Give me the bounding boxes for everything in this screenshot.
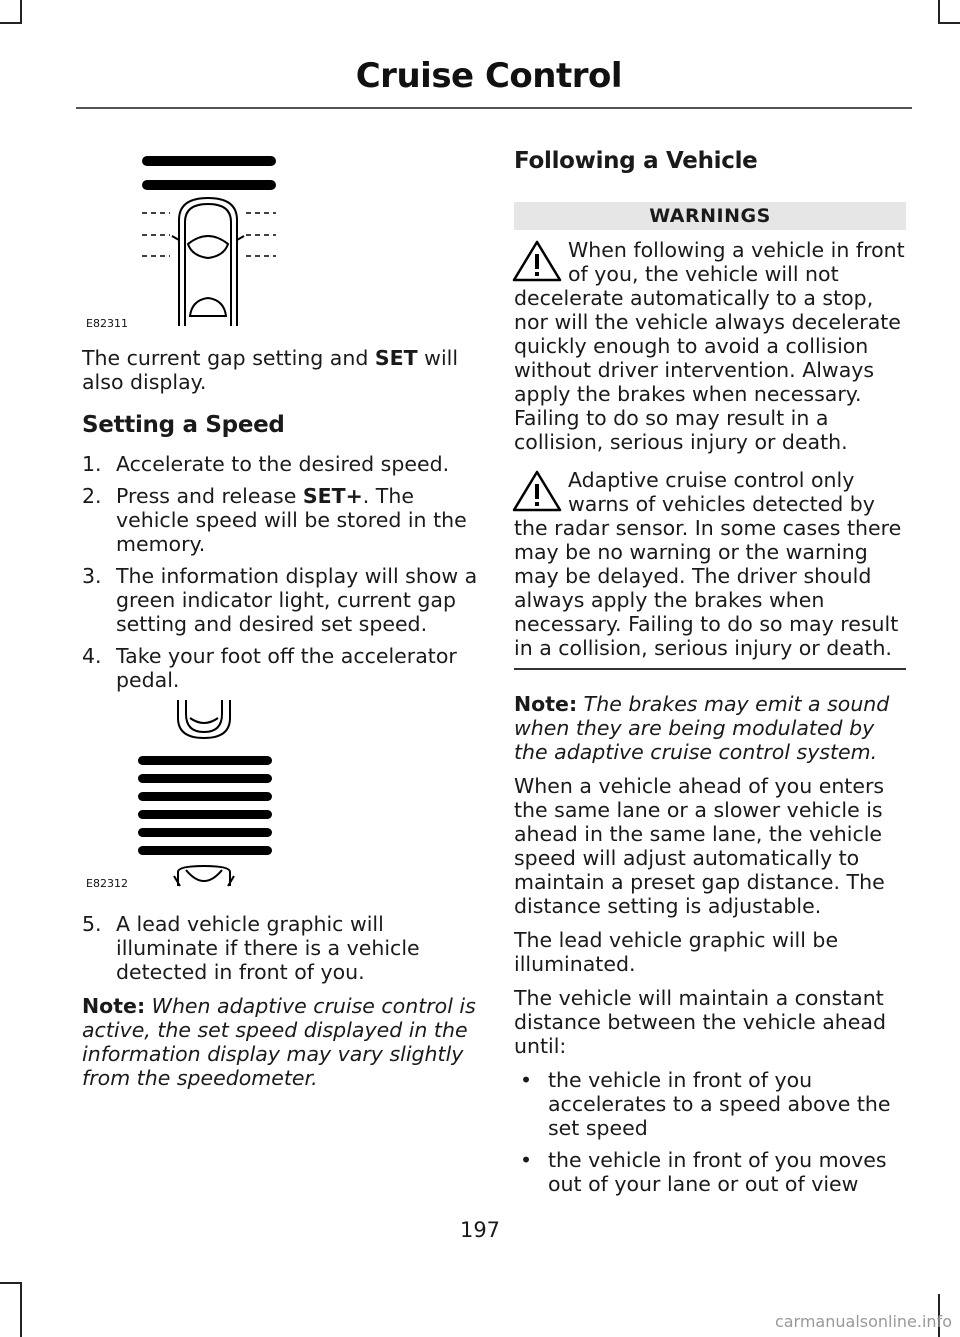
crop-mark [938, 0, 940, 22]
list-item: • the vehicle in front of you accelerates to a speed above the set speed [520, 1068, 891, 1140]
note: Note: When adaptive cruise control is active, the set speed displayed in the information display may vary slightly from the speedometer. [82, 994, 476, 1090]
conditions-list [514, 1068, 906, 1196]
steps-list [82, 452, 478, 692]
warning-block: When following a vehicle in front of you, the vehicle will not decelerate automatically to a stop, nor will the vehicle always decelerate quickly enough to avoid a collision without driver intervention. Always apply the brakes when necessary. Failing to do so may result in a collision, serious injury or death. [514, 238, 906, 454]
warning-triangle-icon [510, 468, 564, 514]
title-rule [76, 107, 912, 109]
lead-vehicle-illustration [82, 700, 302, 890]
list-item: 4. Take your foot off the accelerator pedal. [82, 644, 457, 692]
lead-vehicle-figure [82, 700, 478, 890]
warning-block: Adaptive cruise control only warns of vehicles detected by the radar sensor. In some cases there may be no warning or the warning may be delayed. The driver should always apply the brakes when necessary. Failing to do so may result in a collision, serious injury or death. [514, 468, 906, 660]
list-item: 5. A lead vehicle graphic will illuminate if there is a vehicle detected in front of you. [82, 912, 420, 984]
crop-mark [938, 22, 960, 24]
page-number: 197 [459, 1218, 501, 1242]
left-column [82, 140, 478, 1090]
note: Note: The brakes may emit a sound when they are being modulated by the adaptive cruise control system. [514, 692, 890, 764]
watermark: carmanualsonline.info [774, 1312, 952, 1331]
list-item: 3. The information display will show a green indicator light, current gap setting and desired set speed. [82, 564, 478, 636]
gap-setting-illustration [82, 140, 302, 330]
list-item: 1. Accelerate to the desired speed. [82, 452, 450, 476]
gap-display-text: The current gap setting and SET will also display. [82, 346, 459, 394]
section-heading: Setting a Speed [82, 412, 285, 438]
crop-mark [20, 1282, 22, 1337]
figure-code: E82312 [86, 877, 128, 890]
crop-mark [0, 22, 22, 24]
paragraph: The vehicle will maintain a constant distance between the vehicle ahead until: [514, 986, 886, 1058]
crop-mark [20, 0, 22, 22]
paragraph: When a vehicle ahead of you enters the same lane or a slower vehicle is ahead in the same lane, the vehicle speed will adjust automatically to maintain a preset gap distance. The distance setting is adjustable. [514, 774, 885, 918]
section-heading: Following a Vehicle [514, 148, 758, 174]
page-title: Cruise Control [355, 56, 622, 96]
warnings-header: WARNINGS [514, 202, 906, 230]
figure-code: E82311 [86, 317, 128, 330]
list-item: 2. Press and release SET+. The vehicle speed will be stored in the memory. [82, 484, 467, 556]
warnings-end-rule [514, 668, 906, 670]
note-label: Note: [82, 994, 146, 1018]
paragraph: The lead vehicle graphic will be illuminated. [514, 928, 839, 976]
warning-triangle-icon [510, 238, 564, 284]
right-column [514, 140, 906, 1204]
gap-setting-figure [82, 140, 478, 330]
note-label: Note: [514, 692, 578, 716]
crop-mark [0, 1282, 22, 1284]
steps-list-continued [82, 912, 478, 984]
list-item: • the vehicle in front of you moves out of your lane or out of view [520, 1148, 887, 1196]
